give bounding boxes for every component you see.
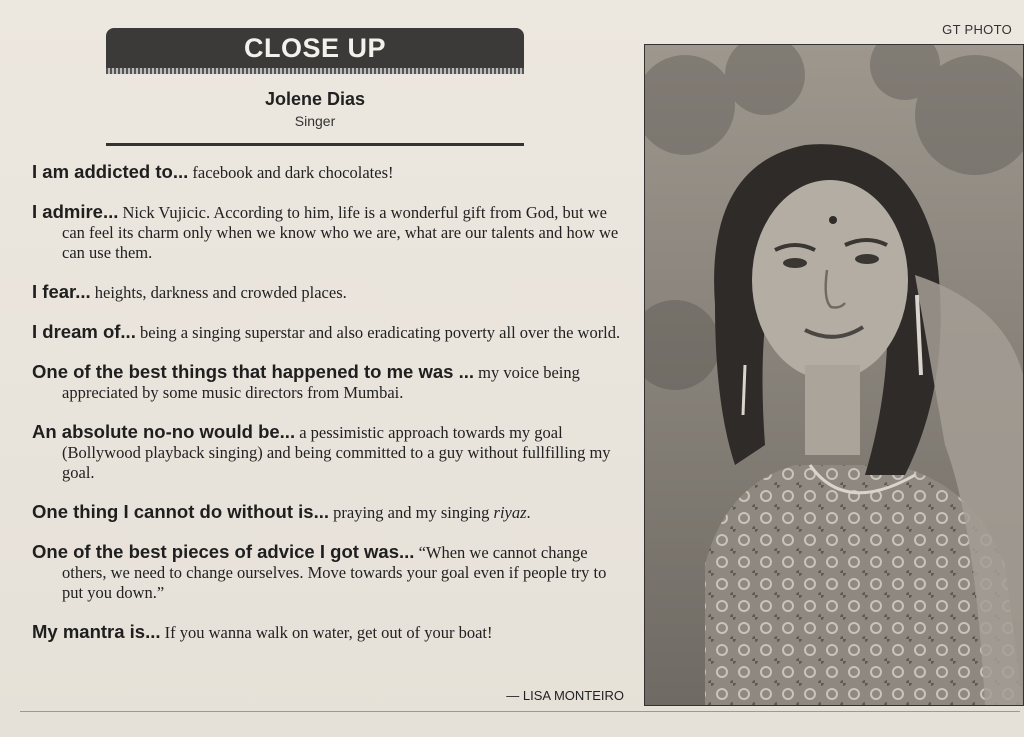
answer: If you wanna walk on water, get out of your boat!: [164, 623, 493, 642]
question: One of the best things that happened to me was ...: [32, 361, 474, 382]
portrait-illustration: [645, 45, 1023, 705]
question: I fear...: [32, 281, 91, 302]
photo-credit: GT PHOTO: [942, 22, 1012, 37]
answer: heights, darkness and crowded places.: [94, 283, 347, 302]
qa-list: [32, 162, 624, 662]
question: One of the best pieces of advice I got was...: [32, 541, 415, 562]
question: I am addicted to...: [32, 161, 189, 182]
person-role: Singer: [294, 113, 336, 129]
byline: — LISA MONTEIRO: [506, 688, 624, 703]
answer: Nick Vujicic. According to him, life is a wonderful gift from God, but we can feel its charm only when we know who we are, what are our talents and how we can use them.: [62, 203, 619, 262]
qa-item: [32, 202, 624, 263]
answer-text: praying and my singing: [333, 503, 490, 522]
answer: facebook and dark chocolates!: [192, 163, 394, 182]
answer: [333, 503, 531, 522]
answer-italic: riyaz: [493, 503, 527, 522]
bottom-rule: [20, 711, 1020, 712]
question: One thing I cannot do without is...: [32, 501, 330, 522]
section-banner: [106, 28, 524, 68]
qa-item: [32, 282, 624, 303]
qa-item: [32, 362, 624, 403]
question: I admire...: [32, 201, 119, 222]
qa-item: [32, 422, 624, 483]
header-divider: [106, 143, 524, 146]
banner-rule: [106, 68, 524, 74]
answer-end: .: [526, 503, 531, 522]
person-name: Jolene Dias: [264, 89, 366, 109]
answer: “When we cannot change others, we need to change ourselves. Move towards your goal even if people try to put you down.”: [62, 543, 607, 602]
question: An absolute no-no would be...: [32, 421, 296, 442]
qa-item: [32, 322, 624, 343]
qa-item: [32, 622, 624, 643]
answer: my voice being appreciated by some music directors from Mumbai.: [62, 363, 580, 402]
qa-item: [32, 502, 624, 523]
question: My mantra is...: [32, 621, 161, 642]
qa-item: [32, 542, 624, 603]
answer: being a singing superstar and also eradicating poverty all over the world.: [139, 323, 621, 342]
portrait-photo: [644, 44, 1024, 706]
question: I dream of...: [32, 321, 136, 342]
qa-item: [32, 162, 624, 183]
section-title: CLOSE UP: [243, 32, 387, 63]
answer: a pessimistic approach towards my goal (Bollywood playback singing) and being committed to a guy without fullfilling my goal.: [62, 423, 611, 482]
